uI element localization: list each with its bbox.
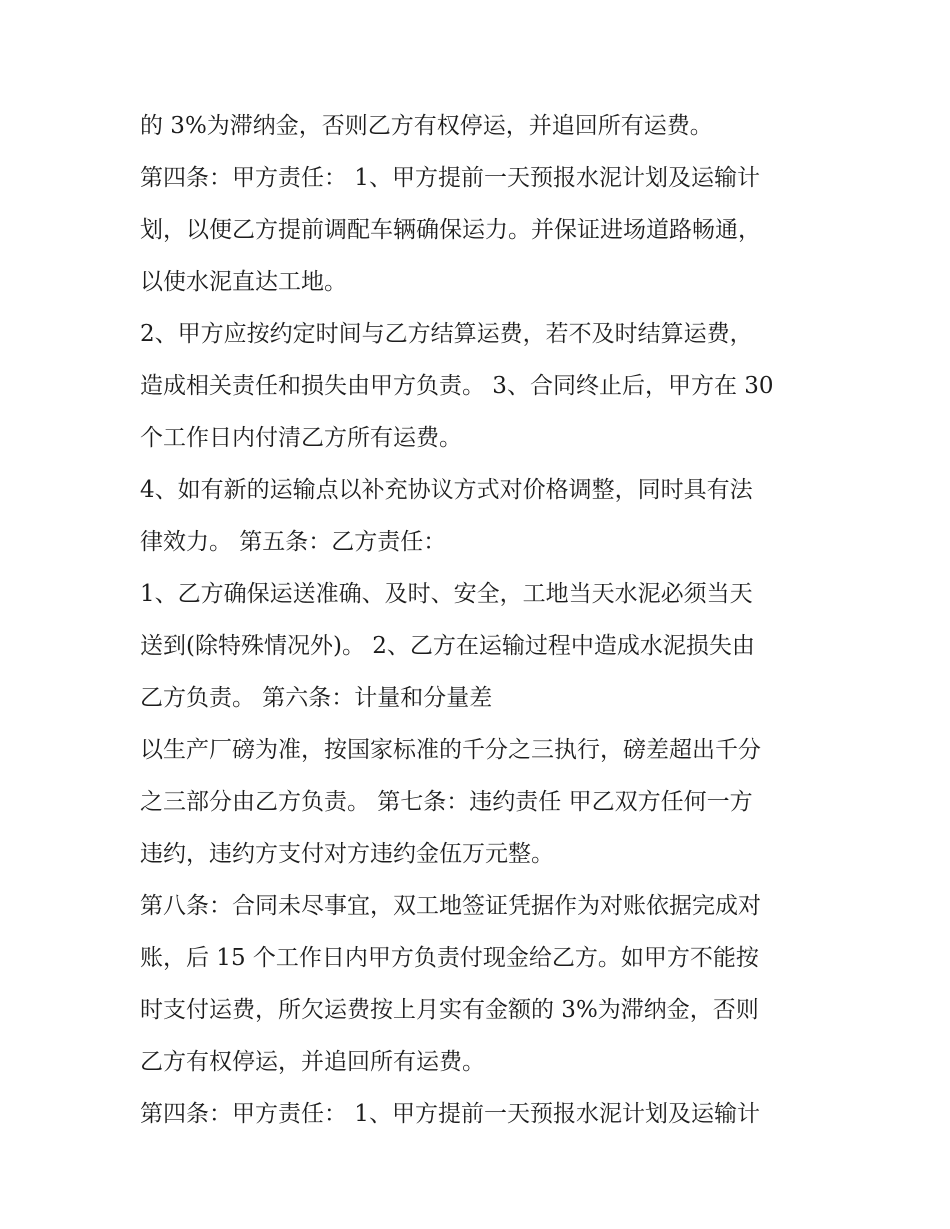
text-line: 送到(除特殊情况外)。 2、乙方在运输过程中造成水泥损失由 — [140, 633, 755, 659]
contract-text — [140, 100, 820, 1140]
text-line: 之三部分由乙方负责。 第七条：违约责任 甲乙双方任何一方 — [140, 789, 753, 815]
text-line: 律效力。 第五条：乙方责任： — [140, 529, 447, 555]
text-line: 以使水泥直达工地。 — [140, 269, 347, 295]
text-line: 乙方有权停运，并追回所有运费。 — [140, 1049, 485, 1075]
text-line: 第四条：甲方责任： 1、甲方提前一天预报水泥计划及运输计 — [140, 165, 760, 191]
text-line: 时支付运费，所欠运费按上月实有金额的 3%为滞纳金，否则 — [140, 997, 759, 1023]
text-line: 2、甲方应按约定时间与乙方结算运费，若不及时结算运费， — [140, 321, 753, 347]
text-line: 4、如有新的运输点以补充协议方式对价格调整，同时具有法 — [140, 477, 753, 503]
text-line: 造成相关责任和损失由甲方负责。 3、合同终止后，甲方在 30 — [140, 373, 774, 399]
text-line: 以生产厂磅为准，按国家标准的千分之三执行，磅差超出千分 — [140, 737, 761, 763]
text-line: 违约，违约方支付对方违约金伍万元整。 — [140, 841, 554, 867]
text-line: 的 3%为滞纳金，否则乙方有权停运，并追回所有运费。 — [140, 113, 713, 139]
text-line: 账，后 15 个工作日内甲方负责付现金给乙方。如甲方不能按 — [140, 945, 759, 971]
text-line: 1、乙方确保运送准确、及时、安全，工地当天水泥必须当天 — [140, 581, 753, 607]
text-line: 第四条：甲方责任： 1、甲方提前一天预报水泥计划及运输计 — [140, 1101, 760, 1127]
text-line: 个工作日内付清乙方所有运费。 — [140, 425, 462, 451]
text-line: 第八条：合同未尽事宜，双工地签证凭据作为对账依据完成对 — [140, 893, 761, 919]
text-line: 划，以便乙方提前调配车辆确保运力。并保证进场道路畅通， — [140, 217, 761, 243]
text-line: 乙方负责。 第六条：计量和分量差 — [140, 685, 493, 711]
